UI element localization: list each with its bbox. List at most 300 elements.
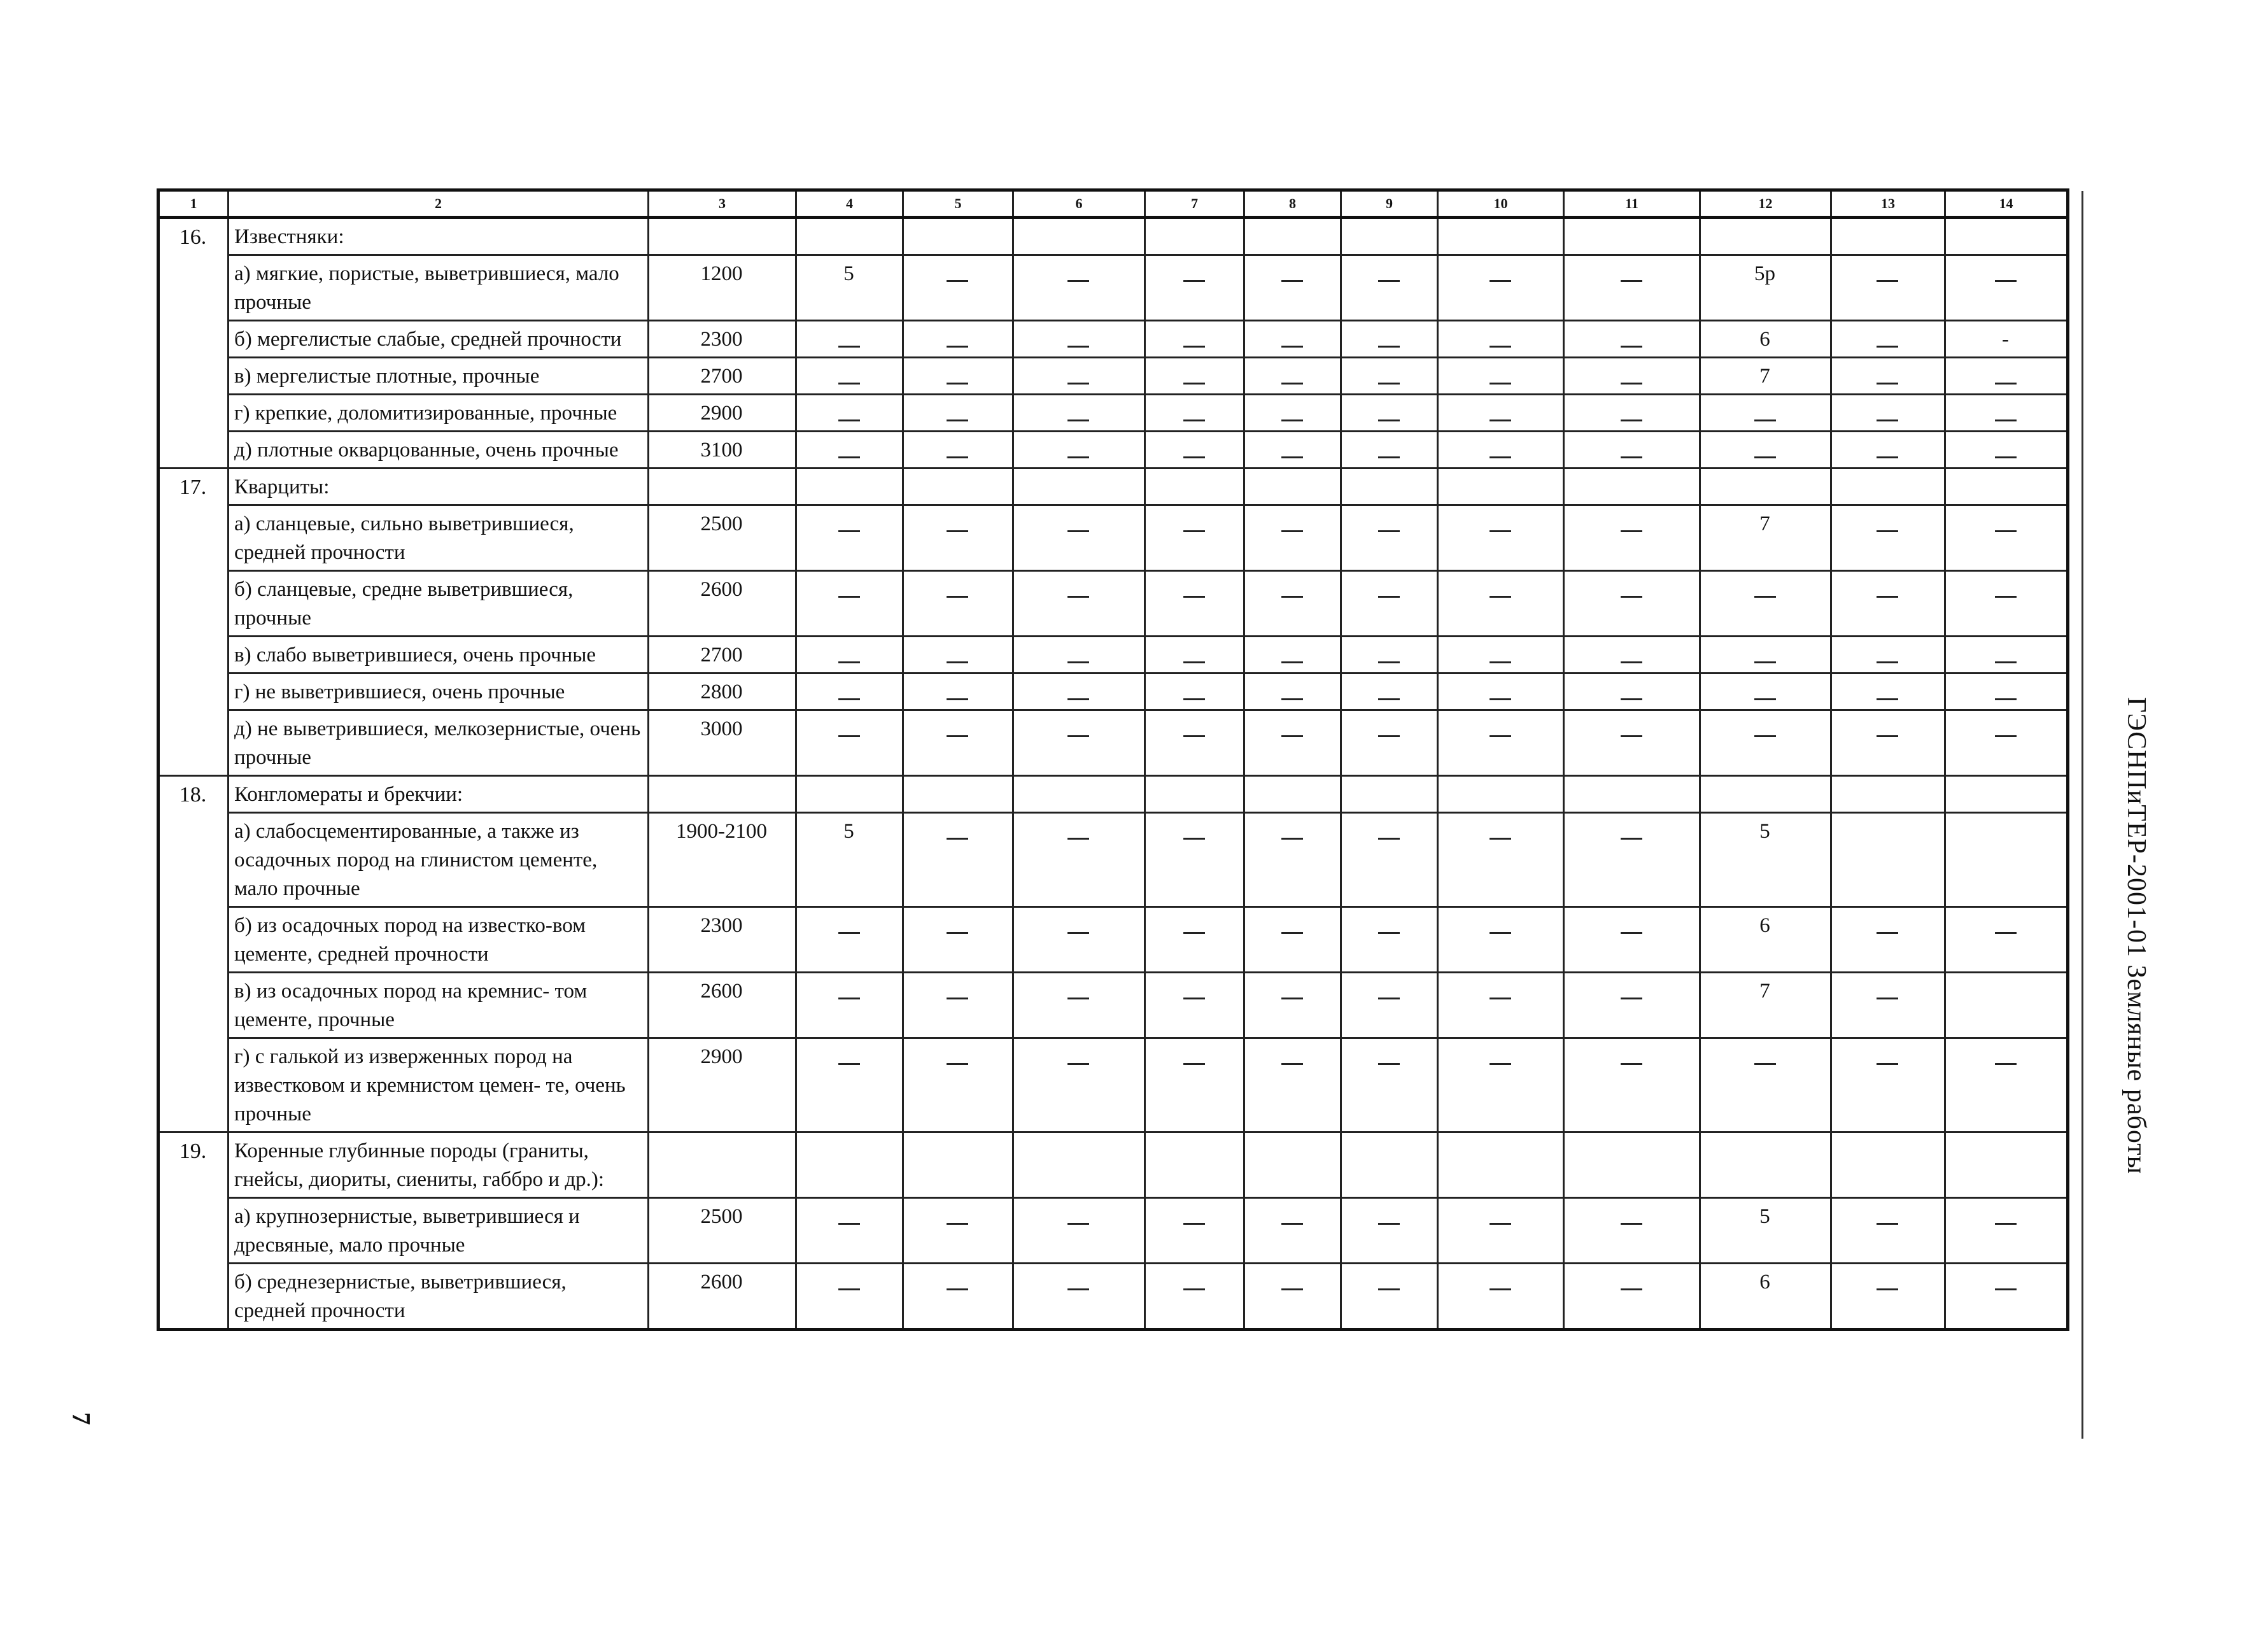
- dash-cell: [1013, 432, 1145, 469]
- dash-cell: [903, 255, 1013, 321]
- dash-cell: [1145, 973, 1244, 1038]
- empty-cell: [1945, 218, 2068, 255]
- table-row: [158, 710, 2068, 776]
- dash-cell: [1013, 1038, 1145, 1132]
- dash-cell: [1145, 321, 1244, 358]
- table-row: [158, 321, 2068, 358]
- dash-cell: [1945, 710, 2068, 776]
- density-value: 3100: [649, 432, 796, 469]
- row-description: г) крепкие, доломитизированные, прочные: [229, 395, 649, 432]
- dash-mark: [1281, 280, 1303, 282]
- dash-cell: [1564, 1198, 1700, 1264]
- column-header: 10: [1438, 190, 1564, 218]
- dash-mark: [1490, 932, 1511, 934]
- dash-mark: [1281, 596, 1303, 598]
- dash-cell: [1438, 907, 1564, 973]
- dash-mark: [1183, 1223, 1205, 1225]
- empty-cell: [1013, 1132, 1145, 1198]
- dash-mark: [1621, 596, 1642, 598]
- table-header-row: [158, 190, 2068, 218]
- dash-mark: [1281, 838, 1303, 840]
- dash-cell: [1438, 358, 1564, 395]
- dash-mark: [838, 735, 860, 737]
- column-header: 13: [1831, 190, 1945, 218]
- dash-cell: [1831, 637, 1945, 673]
- dash-cell: [1564, 432, 1700, 469]
- dash-cell: [1244, 907, 1341, 973]
- dash-mark: [1754, 456, 1776, 458]
- column-header: 8: [1244, 190, 1341, 218]
- dash-cell: [796, 1038, 903, 1132]
- table-row: [158, 673, 2068, 710]
- dash-cell: [903, 813, 1013, 907]
- dash-cell: [903, 907, 1013, 973]
- empty-cell: [1831, 1132, 1945, 1198]
- density-value: 1900-2100: [649, 813, 796, 907]
- dash-cell: [1013, 1264, 1145, 1330]
- table-row: [158, 907, 2068, 973]
- dash-cell: [1564, 710, 1700, 776]
- dash-mark: [1183, 698, 1205, 700]
- dash-cell: [1145, 432, 1244, 469]
- empty-cell: [1564, 776, 1700, 813]
- dash-mark: [1378, 1063, 1400, 1065]
- dash-mark: [838, 383, 860, 384]
- dash-mark: [1490, 383, 1511, 384]
- dash-mark: [1281, 456, 1303, 458]
- density-value: 3000: [649, 710, 796, 776]
- dash-mark: [1378, 698, 1400, 700]
- dash-mark: [1995, 456, 2017, 458]
- dash-cell: [1438, 1264, 1564, 1330]
- dash-mark: [1490, 456, 1511, 458]
- dash-cell: [903, 505, 1013, 571]
- column-header: 7: [1145, 190, 1244, 218]
- dash-mark: [1621, 838, 1642, 840]
- dash-mark: [1621, 698, 1642, 700]
- dash-cell: [1945, 358, 2068, 395]
- density-value: 2500: [649, 1198, 796, 1264]
- dash-cell: [796, 432, 903, 469]
- row-description: в) из осадочных пород на кремнис- том цементе, прочные: [229, 973, 649, 1038]
- dash-mark: [1378, 1223, 1400, 1225]
- dash-mark: [947, 661, 968, 663]
- empty-cell: [1564, 218, 1700, 255]
- dash-cell: [796, 1264, 903, 1330]
- row-description: б) мергелистые слабые, средней прочности: [229, 321, 649, 358]
- dash-mark: [1067, 735, 1089, 737]
- empty-cell: [649, 469, 796, 505]
- dash-mark: [1754, 735, 1776, 737]
- dash-mark: [838, 661, 860, 663]
- dash-cell: [1564, 973, 1700, 1038]
- dash-cell: [1013, 571, 1145, 637]
- dash-mark: [1281, 383, 1303, 384]
- dash-mark: [1067, 530, 1089, 532]
- dash-mark: [1067, 1063, 1089, 1065]
- column-header: 9: [1341, 190, 1438, 218]
- dash-cell: [1145, 673, 1244, 710]
- dash-cell: [1341, 710, 1438, 776]
- dash-mark: [1490, 420, 1511, 421]
- dash-cell: [1244, 1198, 1341, 1264]
- section-title: Известняки:: [229, 218, 649, 255]
- empty-cell: [1341, 1132, 1438, 1198]
- empty-cell: [1145, 1132, 1244, 1198]
- dash-mark: [838, 456, 860, 458]
- dash-mark: [1183, 280, 1205, 282]
- dash-cell: [903, 432, 1013, 469]
- row-description: г) не выветрившиеся, очень прочные: [229, 673, 649, 710]
- dash-cell: [1831, 907, 1945, 973]
- dash-mark: [1877, 383, 1898, 384]
- dash-cell: [1564, 255, 1700, 321]
- empty-cell: [1013, 469, 1145, 505]
- dash-cell: [1438, 432, 1564, 469]
- column-header: 1: [158, 190, 229, 218]
- row-description: а) мягкие, пористые, выветрившиеся, мало прочные: [229, 255, 649, 321]
- dash-cell: [1564, 1038, 1700, 1132]
- dash-cell: [1145, 637, 1244, 673]
- dash-mark: [1281, 530, 1303, 532]
- dash-mark: [1490, 530, 1511, 532]
- dash-mark: [838, 530, 860, 532]
- dash-cell: [1564, 1264, 1700, 1330]
- empty-cell: [796, 218, 903, 255]
- dash-mark: [1490, 1063, 1511, 1065]
- dash-mark: [1067, 838, 1089, 840]
- dash-mark: [1621, 735, 1642, 737]
- section-number: 18.: [158, 776, 229, 1132]
- dash-cell: [1341, 505, 1438, 571]
- dash-mark: [1877, 280, 1898, 282]
- dash-cell: [1145, 1264, 1244, 1330]
- dash-cell: [1145, 395, 1244, 432]
- dash-cell: [903, 1198, 1013, 1264]
- dash-cell: [1341, 973, 1438, 1038]
- dash-mark: [1183, 1063, 1205, 1065]
- value-cell: [1945, 813, 2068, 907]
- dash-mark: [1378, 932, 1400, 934]
- dash-mark: [1877, 1223, 1898, 1225]
- dash-mark: [1995, 420, 2017, 421]
- dash-mark: [1281, 698, 1303, 700]
- empty-cell: [1438, 776, 1564, 813]
- dash-cell: [1564, 358, 1700, 395]
- dash-mark: [838, 698, 860, 700]
- dash-cell: [1564, 571, 1700, 637]
- dash-mark: [1183, 735, 1205, 737]
- table-row: [158, 637, 2068, 673]
- dash-mark: [1995, 735, 2017, 737]
- section-title: Коренные глубинные породы (граниты, гнейсы, диориты, сиениты, габбро и др.):: [229, 1132, 649, 1198]
- empty-cell: [1564, 469, 1700, 505]
- dash-mark: [1995, 383, 2017, 384]
- dash-cell: [1831, 321, 1945, 358]
- dash-cell: [903, 710, 1013, 776]
- dash-cell: [1013, 321, 1145, 358]
- dash-mark: [838, 1063, 860, 1065]
- dash-mark: [1490, 735, 1511, 737]
- dash-mark: [947, 932, 968, 934]
- row-description: б) среднезернистые, выветрившиеся, средней прочности: [229, 1264, 649, 1330]
- dash-cell: [1438, 1038, 1564, 1132]
- dash-mark: [947, 1063, 968, 1065]
- dash-mark: [1378, 346, 1400, 348]
- dash-mark: [1378, 998, 1400, 999]
- dash-cell: [1341, 907, 1438, 973]
- empty-cell: [796, 776, 903, 813]
- density-value: 2600: [649, 571, 796, 637]
- dash-cell: [1244, 321, 1341, 358]
- dash-mark: [1067, 698, 1089, 700]
- dash-cell: [1831, 1038, 1945, 1132]
- dash-mark: [947, 456, 968, 458]
- dash-cell: [1341, 637, 1438, 673]
- dash-cell: [1945, 1264, 2068, 1330]
- dash-cell: [1013, 710, 1145, 776]
- dash-cell: [1013, 505, 1145, 571]
- column-header: 14: [1945, 190, 2068, 218]
- dash-mark: [838, 596, 860, 598]
- dash-mark: [1067, 456, 1089, 458]
- dash-cell: [903, 395, 1013, 432]
- dash-mark: [1621, 456, 1642, 458]
- dash-mark: [1754, 661, 1776, 663]
- dash-cell: [1341, 321, 1438, 358]
- value-cell: 5: [1700, 1198, 1831, 1264]
- dash-cell: [903, 673, 1013, 710]
- value-cell: 5: [1700, 813, 1831, 907]
- empty-cell: [649, 776, 796, 813]
- dash-mark: [1067, 383, 1089, 384]
- dash-mark: [1183, 661, 1205, 663]
- row-description: в) слабо выветрившиеся, очень прочные: [229, 637, 649, 673]
- dash-cell: [796, 395, 903, 432]
- dash-mark: [1490, 1223, 1511, 1225]
- dash-mark: [947, 735, 968, 737]
- table-row: [158, 1038, 2068, 1132]
- dash-cell: [1244, 358, 1341, 395]
- column-header: 5: [903, 190, 1013, 218]
- dash-mark: [1995, 698, 2017, 700]
- page-number: 7: [67, 1412, 96, 1425]
- density-value: 2800: [649, 673, 796, 710]
- dash-cell: [1341, 1038, 1438, 1132]
- dash-mark: [1067, 1223, 1089, 1225]
- empty-cell: [1145, 469, 1244, 505]
- dash-cell: [1831, 710, 1945, 776]
- empty-cell: [903, 469, 1013, 505]
- dash-mark: [838, 346, 860, 348]
- dash-cell: [1831, 505, 1945, 571]
- density-value: 2900: [649, 395, 796, 432]
- column-header: 6: [1013, 190, 1145, 218]
- dash-mark: [1621, 420, 1642, 421]
- empty-cell: [1341, 218, 1438, 255]
- dash-cell: [1564, 395, 1700, 432]
- dash-cell: [1341, 432, 1438, 469]
- dash-mark: [1067, 661, 1089, 663]
- dash-cell: [1700, 432, 1831, 469]
- dash-cell: [1945, 571, 2068, 637]
- dash-mark: [1281, 1063, 1303, 1065]
- dash-mark: [1281, 1223, 1303, 1225]
- dash-mark: [1754, 1063, 1776, 1065]
- dash-mark: [1067, 596, 1089, 598]
- dash-mark: [1877, 735, 1898, 737]
- empty-cell: [1438, 1132, 1564, 1198]
- dash-mark: [1995, 1063, 2017, 1065]
- density-value: 1200: [649, 255, 796, 321]
- empty-cell: [903, 218, 1013, 255]
- empty-cell: [1945, 1132, 2068, 1198]
- empty-cell: [1700, 218, 1831, 255]
- dash-cell: [796, 637, 903, 673]
- dash-cell: [1013, 813, 1145, 907]
- dash-cell: [1945, 432, 2068, 469]
- dash-mark: [1378, 838, 1400, 840]
- empty-cell: [1244, 1132, 1341, 1198]
- dash-cell: [1438, 395, 1564, 432]
- dash-mark: [1995, 596, 2017, 598]
- empty-cell: [1341, 469, 1438, 505]
- dash-mark: [947, 698, 968, 700]
- margin-rule: [2081, 191, 2083, 1439]
- row-description: д) плотные окварцованные, очень прочные: [229, 432, 649, 469]
- dash-cell: [903, 973, 1013, 1038]
- dash-mark: [1183, 530, 1205, 532]
- dash-cell: [796, 973, 903, 1038]
- dash-mark: [1067, 420, 1089, 421]
- dash-cell: [796, 673, 903, 710]
- dash-cell: [796, 505, 903, 571]
- dash-mark: [1067, 998, 1089, 999]
- row-description: б) из осадочных пород на известко-вом цементе, средней прочности: [229, 907, 649, 973]
- dash-cell: [903, 1038, 1013, 1132]
- dash-cell: [1831, 358, 1945, 395]
- value-cell: 7: [1700, 505, 1831, 571]
- dash-cell: [1145, 358, 1244, 395]
- dash-cell: [903, 1264, 1013, 1330]
- empty-cell: [1145, 776, 1244, 813]
- dash-cell: [1244, 813, 1341, 907]
- dash-cell: [1145, 1038, 1244, 1132]
- density-value: 2500: [649, 505, 796, 571]
- dash-mark: [1877, 1063, 1898, 1065]
- row-description: б) сланцевые, средне выветрившиеся, прочные: [229, 571, 649, 637]
- value-cell: 7: [1700, 358, 1831, 395]
- dash-mark: [947, 838, 968, 840]
- dash-mark: [1490, 698, 1511, 700]
- empty-cell: [1831, 776, 1945, 813]
- section-number: 19.: [158, 1132, 229, 1330]
- dash-mark: [947, 420, 968, 421]
- dash-cell: [1564, 907, 1700, 973]
- dash-cell: [903, 637, 1013, 673]
- dash-cell: [1831, 973, 1945, 1038]
- table-row: [158, 973, 2068, 1038]
- empty-cell: [1244, 218, 1341, 255]
- dash-mark: [1281, 932, 1303, 934]
- dash-mark: [1621, 346, 1642, 348]
- dash-cell: [1438, 505, 1564, 571]
- dash-cell: [1438, 973, 1564, 1038]
- dash-cell: [796, 710, 903, 776]
- dash-mark: [1995, 932, 2017, 934]
- dash-mark: [947, 596, 968, 598]
- dash-cell: [1564, 505, 1700, 571]
- dash-mark: [1877, 420, 1898, 421]
- dash-mark: [1490, 346, 1511, 348]
- empty-cell: [903, 1132, 1013, 1198]
- density-value: 2300: [649, 321, 796, 358]
- dash-mark: [1995, 280, 2017, 282]
- section-row: [158, 469, 2068, 505]
- dash-mark: [947, 998, 968, 999]
- table-row: [158, 432, 2068, 469]
- dash-mark: [1995, 530, 2017, 532]
- dash-cell: [1831, 255, 1945, 321]
- dash-cell: [1700, 571, 1831, 637]
- value-cell: 5: [796, 813, 903, 907]
- dash-mark: [1281, 661, 1303, 663]
- dash-mark: [1067, 932, 1089, 934]
- dash-cell: [1013, 255, 1145, 321]
- dash-mark: [947, 530, 968, 532]
- dash-cell: [1700, 1038, 1831, 1132]
- dash-cell: [1945, 1038, 2068, 1132]
- dash-cell: [1145, 255, 1244, 321]
- table-row: [158, 395, 2068, 432]
- dash-mark: [947, 383, 968, 384]
- dash-mark: [1183, 420, 1205, 421]
- dash-mark: [838, 1223, 860, 1225]
- dash-mark: [1621, 1223, 1642, 1225]
- dash-mark: [1281, 346, 1303, 348]
- dash-cell: [1831, 432, 1945, 469]
- dash-cell: [1341, 1264, 1438, 1330]
- dash-mark: [1995, 1288, 2017, 1290]
- section-row: [158, 776, 2068, 813]
- dash-mark: [1183, 932, 1205, 934]
- dash-mark: [1183, 456, 1205, 458]
- empty-cell: [796, 1132, 903, 1198]
- dash-mark: [838, 1288, 860, 1290]
- dash-mark: [1754, 420, 1776, 421]
- table-row: [158, 1198, 2068, 1264]
- dash-mark: [1490, 838, 1511, 840]
- dash-mark: [838, 420, 860, 421]
- empty-cell: [649, 218, 796, 255]
- empty-cell: [1945, 469, 2068, 505]
- table-row: [158, 255, 2068, 321]
- dash-mark: [1067, 280, 1089, 282]
- dash-mark: [1754, 698, 1776, 700]
- dash-cell: [1564, 813, 1700, 907]
- row-description: а) крупнозернистые, выветрившиеся и дресвяные, мало прочные: [229, 1198, 649, 1264]
- dash-cell: [1244, 710, 1341, 776]
- dash-cell: [1341, 571, 1438, 637]
- empty-cell: [1700, 776, 1831, 813]
- dash-cell: [1145, 710, 1244, 776]
- dash-cell: [1438, 1198, 1564, 1264]
- dash-mark: [838, 932, 860, 934]
- dash-mark: [1281, 735, 1303, 737]
- empty-cell: [1700, 469, 1831, 505]
- dash-mark: [1490, 661, 1511, 663]
- dash-cell: [1700, 395, 1831, 432]
